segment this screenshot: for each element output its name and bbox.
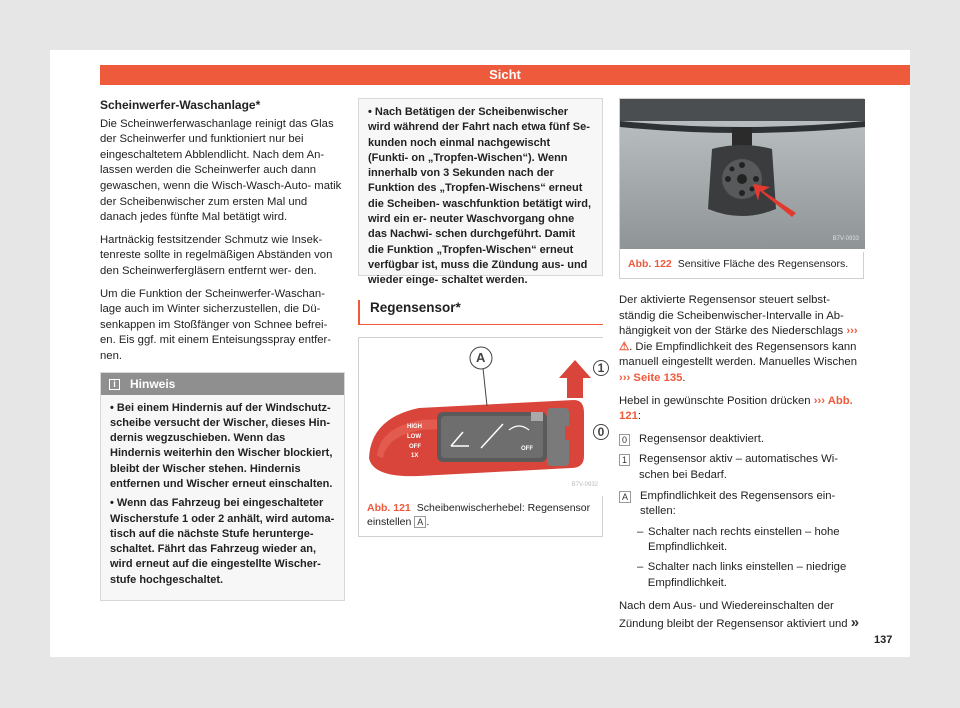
figure-122 xyxy=(619,98,864,279)
paragraph: Hartnäckig festsitzender Schmutz wie Insek- tenreste sollte in regelmäßigen Abständen von den Scheinwerfergläsern entfernt wer- den. xyxy=(100,233,333,277)
paragraph-text: Nach dem Aus- und Wiedereinschalten der Zündung bleibt der Regensensor aktiviert und xyxy=(619,600,848,630)
warning-triangle-icon: ⚠ xyxy=(619,340,630,353)
caption-label-a: A xyxy=(414,516,426,528)
page-number: 137 xyxy=(874,634,893,646)
rain-sensor-photo xyxy=(620,99,863,252)
dash-marker: – xyxy=(637,525,644,538)
note-title: Hinweis xyxy=(130,376,176,391)
item-text: Regensensor aktiv – automatisches Wi- schen bei Bedarf. xyxy=(639,453,839,481)
lever-label-off: OFF xyxy=(409,444,421,450)
lever-label-high: HIGH xyxy=(407,424,422,430)
rain-sensor-svg xyxy=(620,99,865,252)
figure-caption xyxy=(620,252,863,278)
paragraph: Um die Funktion der Scheinwerfer-Waschan- lage auch im Winter sicherzustellen, die Dü- senkappen im Stoßfänger von Schnee befrei- en. Eis ggf. mit einem Enteisungsspray entfer- nen. xyxy=(100,287,332,362)
note-bullet: • Bei einem Hindernis auf der Windschutz- scheibe versucht der Wischer, dieses Hin- dernis wegzuschieben. Wenn das Hindernis weiterhin den Wischer blockiert, bleibt der Wischer stehen. Hindernis entfernen und Wischer erneut einschalten. xyxy=(110,401,333,490)
info-icon: i xyxy=(109,379,120,390)
item-label: A xyxy=(619,491,631,503)
column-left xyxy=(100,98,345,601)
page xyxy=(50,50,910,657)
paragraph-text: . Die Empfindlichkeit des Regensensors kann manuell eingestellt werden. Manuelles Wischen xyxy=(619,340,857,369)
caption-number: Abb. 121 xyxy=(367,502,411,514)
item-label: 0 xyxy=(619,434,630,446)
paragraph-text: Der aktivierte Regensensor steuert selbst- ständig die Scheibenwischer-Intervalle in Ab- hängigkeit von der Stärke des Niederschlags xyxy=(619,294,844,338)
caption-text: Sensitive Fläche des Regensensors. xyxy=(677,258,849,270)
lever-label-1x: 1X xyxy=(411,453,419,459)
figure-code: B7V-0932 xyxy=(571,482,598,489)
caption-text: Scheibenwischerhebel: Regensensor einstellen xyxy=(367,502,591,528)
sub-item-text: Schalter nach links einstellen – niedrige Empfindlichkeit. xyxy=(647,560,847,589)
paragraph xyxy=(619,599,864,632)
figure-caption xyxy=(359,496,602,536)
continue-arrow-icon: » xyxy=(850,613,860,631)
item-text: Empfindlichkeit des Regensensors ein- stellen: xyxy=(640,489,836,518)
sub-list-item xyxy=(619,525,864,556)
section-heading-headlight-washer: Scheinwerfer-Waschanlage* xyxy=(100,98,261,112)
sub-list-item xyxy=(619,560,864,591)
figure-link[interactable]: ››› Abb. 121 xyxy=(619,394,853,423)
switch-label-off: OFF xyxy=(521,446,533,452)
paragraph-end: . xyxy=(682,371,686,384)
paragraph-text: Hebel in gewünschte Position drücken xyxy=(619,394,811,407)
page-link[interactable]: ››› Seite 135 xyxy=(619,371,683,384)
column-middle xyxy=(358,98,603,537)
caption-number: Abb. 122 xyxy=(628,258,672,270)
dash-marker: – xyxy=(637,560,644,573)
figure-code: B7V-0933 xyxy=(832,236,859,243)
sub-item-text: Schalter nach rechts einstellen – hohe Empfindlichkeit. xyxy=(648,525,840,554)
caption-end: . xyxy=(426,516,430,528)
wiper-lever-illustration xyxy=(359,338,605,496)
paragraph: Die Scheinwerferwaschanlage reinigt das Glas der Scheinwerfer und funktioniert nur bei eingeschaltetem Abblendlicht. Nach dem An- lassen werden die Scheinwerfer auch dann gewaschen, wenn die Wisch-Wasch-Auto- matik der Scheibenwischer zum ersten Mal und danach jedes fünfte Mal betätigt wird. xyxy=(100,117,342,224)
figure-label-0: 0 xyxy=(593,424,609,440)
note-box-continued: • Nach Betätigen der Scheibenwischer wird während der Fahrt nach etwa fünf Se- kunden noch einmal nachgewischt (Funkti- on „Tropfen-Wischen“). Wenn innerhalb von 3 Sekunden nach der Funktion des „Tropfen-Wischens“ erneut die Scheiben- waschfunktion betätigt wird, wird ein er- neuter Waschvorgang ohne das Nachwi- schen durchgeführt. Damit die Funktion „Tropfen-Wischen“ erneut verfügbar ist, muss die Zündung aus- und wieder einge- schaltet werden. xyxy=(358,98,603,276)
section-title-rain-sensor: Regensensor* xyxy=(358,300,603,325)
note-body xyxy=(101,395,344,601)
list-item xyxy=(619,432,864,448)
figure-label-a: A xyxy=(476,350,486,365)
list-item xyxy=(619,452,864,483)
arrow-reference: ››› xyxy=(846,325,858,338)
item-text: Regensensor deaktiviert. xyxy=(639,432,764,445)
note-box xyxy=(100,372,345,602)
lever-label-low: LOW xyxy=(407,434,421,440)
chapter-header: Sicht xyxy=(100,65,910,85)
paragraph-end: : xyxy=(637,410,641,423)
paragraph xyxy=(619,394,864,425)
figure-121 xyxy=(358,337,603,537)
figure-label-1: 1 xyxy=(593,360,609,376)
note-header xyxy=(101,373,344,395)
column-right xyxy=(619,98,864,639)
list-item xyxy=(619,489,864,520)
item-label: 1 xyxy=(619,454,630,466)
paragraph xyxy=(619,293,864,387)
note-bullet: • Wenn das Fahrzeug bei eingeschalteter Wischerstufe 1 oder 2 anhält, wird automa- tisch auf die nächste Stufe herunterge- schaltet. Fährt das Fahrzeug wieder an, wird erneut auf die eingestellte Wischer- stufe hochgeschaltet. xyxy=(110,497,335,586)
